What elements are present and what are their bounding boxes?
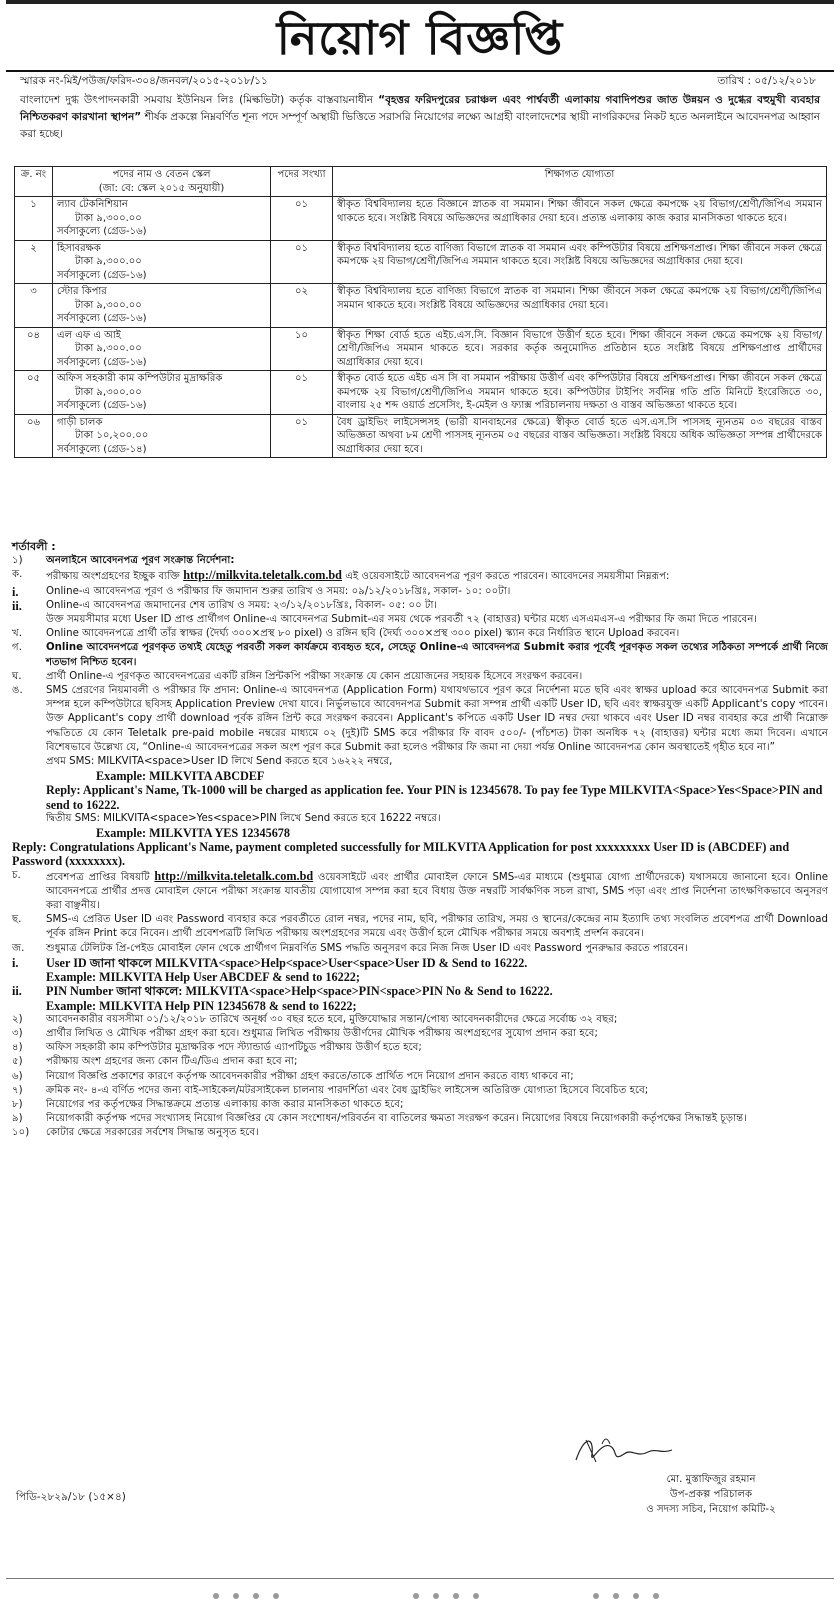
- row-count: ০১: [271, 197, 333, 241]
- row-count: ০১: [271, 414, 333, 458]
- intro-paragraph: [20, 92, 820, 143]
- table-row: [15, 327, 827, 371]
- memo-number: স্মারক নং-মিই/পউজ/ফরিদ-৩০৪/জনবল/২০১৫-২০১৮/১১: [20, 75, 268, 87]
- row-post: স্টোর কিপার টাকা ৯,৩০০.০০ সর্বসাকুল্যে (গ্রেড-১৬): [53, 284, 271, 328]
- row-qualification: স্বীকৃত বিশ্ববিদ্যালয় হতে বাণিজ্য বিভাগে স্নাতক বা সমমান। শিক্ষা জীবনে সকল ক্ষেত্রে কমপক্ষে ২য় বিভাগ/শ্রেণী/জিপিএ সমমান থাকতে হবে। সংশ্লিষ্ট বিষয়ে অভিজ্ঞদের অগ্রাধিকার দেয়া হবে।: [333, 284, 827, 328]
- project-name: “বৃহত্তর ফরিদপুরের চরাঞ্চল এবং পার্শ্ববর্তী এলাকায় গবাদিপশুর জাত উন্নয়ন ও দুগ্ধের বহুমুখী ব্যবহার নিশ্চিতকরণ কারখানা স্থাপন”: [20, 94, 820, 123]
- row-serial: ৩: [15, 284, 53, 328]
- condition-8: ৮) নিয়োগের পর কর্তৃপক্ষের সিদ্ধান্তক্রমে প্রত্যন্ত এলাকায় কাজ করার মানসিকতা থাকতে হবে;: [12, 1098, 404, 1110]
- table-row: [15, 240, 827, 284]
- row-serial: ০৪: [15, 327, 53, 371]
- recover-pin: ii. PIN Number জানা থাকলে: MILKVITA<space>Help<space>PIN<space>PIN No & Send to 16222.: [12, 984, 553, 999]
- row-serial: ১: [15, 197, 53, 241]
- condition-gha: ঘ. প্রার্থী Online-এ পূরণকৃত আবেদনপত্রের একটি রঙ্গিন প্রিন্টকপি পরীক্ষা সংক্রান্ত যে কোন প্রয়োজনের সহায়ক হিসেবে সংরক্ষণ করবেন।: [12, 670, 583, 682]
- notice-date: তারিখ : ০৫/১২/২০১৮: [717, 75, 816, 87]
- table-header-row: [15, 167, 827, 197]
- col-header-post: পদের নাম ও বেতন স্কেল (জা: বে: স্কেল ২০১৫ অনুযায়ী): [53, 167, 271, 197]
- conditions-section: [12, 540, 828, 1141]
- condition-uma: ঙ. SMS প্রেরণের নিয়মাবলী ও পরীক্ষার ফি প্রদান: Online-এ আবেদনপত্র (Application Form) যথাযথভাবে পূরণ করে নির্দেশনা মতে ছবি এবং স্বাক্ষর upload করে আবেদনপত্র Submit করা সম্পন্ন হলে কম্পিউটারে ছবিসহ Application Preview দেখা যাবে। নির্ভুলভাবে আবেদনপত্র Submit করা সম্পন্ন প্রার্থী একটি User ID, ছবি এবং স্বাক্ষরযুক্ত একটি Applicant's copy পাবেন। উক্ত Applicant's copy প্রার্থী download পূর্বক রঙ্গিন প্রিন্ট করে সংরক্ষণ করবেন। Applicant's কপিতে একটি User ID নম্বর দেয়া থাকবে এবং User ID নম্বর ব্যবহার করে প্রার্থী নিম্নোক্ত পদ্ধতিতে যে কোন Teletalk pre-paid mobile নম্বরের মাধ্যমে ০২ (দুই)টি SMS করে পরীক্ষার ফি বাবদ ৫০০/- (পাঁচশত) টাকা অনধিক ৭২ (বাহাত্তর) ঘন্টার মধ্যে জমা দিবেন। এখানে বিশেষভাবে উল্লেখ্য যে, “Online-এ আবেদনপত্রের সকল অংশ পূরণ করে Submit করা হলেও পরীক্ষার ফি জমা না দেয়া পর্যন্ত Online আবেদনপত্র কোন অবস্থাতেই গৃহীত হবে না।”: [12, 685, 828, 753]
- admit-card-website-link[interactable]: http://milkvita.teletalk.com.bd: [154, 868, 314, 883]
- condition-ka: ক. পরীক্ষায় অংশগ্রহণের ইচ্ছুক ব্যক্তি http://milkvita.teletalk.com.bd এই ওয়েবসাইটে আবেদনপত্র পূরণ করতে পারবেন। আবেদনের সময়সীমা নিম্নরূপ:: [12, 568, 670, 583]
- intro-text-1: বাংলাদেশ দুগ্ধ উৎপাদনকারী সমবায় ইউনিয়ন লিঃ (মিল্কভিটা) কর্তৃক বাস্তবায়নাধীন: [20, 94, 379, 106]
- condition-kha: খ. Online আবেদনপত্রে প্রার্থী তাঁর স্বাক্ষর (দৈর্ঘ্য ৩০০×প্রস্থ ৮০ pixel) ও রঙ্গিন ছবি (দৈর্ঘ্য ৩০০×প্রস্থ ৩০০ pixel) স্ক্যান করে নির্ধারিত স্থানে Upload করবেন।: [12, 628, 680, 640]
- pd-code: পিডি-২৮২৯/১৮ (১৫×৪): [16, 1491, 126, 1503]
- condition-1-heading: অনলাইনে আবেদনপত্র পূরণ সংক্রান্ত নির্দেশনা:: [46, 555, 235, 567]
- row-serial: ০৬: [15, 414, 53, 458]
- row-count: ১০: [271, 327, 333, 371]
- row-serial: ২: [15, 240, 53, 284]
- notice-page: [6, 0, 834, 1600]
- sms-first-example: Example: MILKVITA ABCDEF: [96, 769, 265, 784]
- condition-ga: গ. Online আবেদনপত্রে পূরণকৃত তথ্যই যেহেতু পরবর্তী সকল কার্যক্রমে ব্যবহৃত হবে, সেহেতু Online-এ আবেদনপত্র Submit করার পূর্বেই পূরণকৃত সকল তথ্যের সঠিকতা সম্পর্কে প্রার্থী নিজে শতভাগ নিশ্চিত হবেন।: [12, 642, 828, 668]
- condition-2: ২) আবেদনকারীর বয়সসীমা ০১/১২/২০১৮ তারিখে অনূর্ধ্ব ৩০ বছর হতে হবে, মুক্তিযোদ্ধার সন্তান/পোষ্য আবেদনকারীদের ক্ষেত্রে সর্বোচ্চ ৩২ বছর;: [12, 1013, 618, 1025]
- row-post: অফিস সহকারী কাম কম্পিউটার মুদ্রাক্ষরিক টাকা ৯,৩০০.০০ সর্বসাকুল্যে (গ্রেড-১৬): [53, 371, 271, 415]
- condition-4: ৪) অফিস সহকারী কাম কম্পিউটার মুদ্রাক্ষরিক পদে স্ট্যান্ডার্ড এ্যাপটিচুড পরীক্ষায় উত্তীর্ণ হতে হবে;: [12, 1042, 422, 1054]
- sms-second-example: Example: MILKVITA YES 12345678: [96, 826, 290, 841]
- col-header-qualification: শিক্ষাগত যোগ্যতা: [333, 167, 827, 197]
- deadline-end: ii. Online-এ আবেদনপত্র জমাদানের শেষ তারিখ ও সময়: ২৩/১২/২০১৮খ্রিঃ, বিকাল- ০৫: ০০ টা।: [12, 598, 438, 613]
- col-header-scale: (জা: বে: স্কেল ২০১৫ অনুযায়ী): [98, 182, 225, 194]
- condition-5: ৫) পরীক্ষায় অংশ গ্রহণের জন্য কোন টিএ/ডিএ প্রদান করা হবে না;: [12, 1056, 298, 1068]
- signatory-designation: উপ-প্রকল্প পরিচালক: [669, 1489, 753, 1500]
- col-header-count: পদের সংখ্যা: [271, 167, 333, 197]
- row-post: ল্যাব টেকনিশিয়ান টাকা ৯,৩০০.০০ সর্বসাকুল্যে (গ্রেড-১৬): [53, 197, 271, 241]
- recover-user-id: i. User ID জানা থাকলে MILKVITA<space>Help<space>User<space>User ID & Send to 16222.: [12, 955, 528, 970]
- row-qualification: স্বীকৃত শিক্ষা বোর্ড হতে এইচ.এস.সি. বিজ্ঞান বিভাগে উত্তীর্ণ হতে হবে। শিক্ষা জীবনে সকল ক্ষেত্রে কমপক্ষে ২য় বিভাগ/শ্রেণী/জিপিএ সমমান থাকতে হবে। সরকার কর্তৃক অনুমোদিত প্রতিষ্ঠান হতে সংশ্লিষ্ট বিষয়ে প্রশিক্ষণপ্রাপ্ত প্রার্থীদের অগ্রাধিকার দেয়া হবে।: [333, 327, 827, 371]
- conditions-heading: শর্তাবলী :: [12, 540, 56, 553]
- row-count: ০১: [271, 240, 333, 284]
- condition-10: ১০) কোটার ক্ষেত্রে সরকারের সর্বশেষ সিদ্ধান্ত অনুসৃত হবে।: [12, 1127, 259, 1139]
- sms-second-reply: Reply: Congratulations Applicant's Name, payment completed successfully for MILKVITA Application for post xxxxxxxxx User ID is (ABCDEF) and Password (xxxxxxxx).: [12, 840, 790, 869]
- recover-pin-example: Example: MILKVITA Help PIN 12345678 & send to 16222;: [46, 998, 357, 1013]
- deadline-note: উক্ত সময়সীমার মধ্যে User ID প্রাপ্ত প্রার্থীগণ Online-এ আবেদনপত্র Submit-এর সময় থেকে পরবর্তী ৭২ (বাহাত্তর) ঘন্টার মধ্যে এসএমএস-এ পরীক্ষার ফি জমা দিতে পারবেন।: [46, 614, 758, 626]
- row-count: ০১: [271, 371, 333, 415]
- row-post: এল এফ এ আই টাকা ৯,৩০০.০০ সর্বসাকুল্যে (গ্রেড-১৬): [53, 327, 271, 371]
- table-row: [15, 197, 827, 241]
- signature-block: [606, 1472, 816, 1517]
- top-border: [6, 0, 834, 4]
- row-qualification: স্বীকৃত বিশ্ববিদ্যালয় হতে বাণিজ্য বিভাগে স্নাতক বা সমমান এবং কম্পিউটার বিষয়ে প্রশিক্ষণপ্রাপ্ত। শিক্ষা জীবনে সকল ক্ষেত্রে কমপক্ষে ২য় বিভাগ/শ্রেণী/জিপিএ সমমান থাকতে হবে। সংশ্লিষ্ট বিষয়ে অভিজ্ঞদের অগ্রাধিকার দেয়া হবে।: [333, 240, 827, 284]
- bottom-divider: [6, 1578, 834, 1579]
- sms-second: দ্বিতীয় SMS: MILKVITA<space>Yes<space>PIN লিখে Send করতে হবে 16222 নম্বরে।: [46, 812, 441, 824]
- recover-user-id-example: Example: MILKVITA Help User ABCDEF & send to 16222;: [46, 970, 360, 985]
- signatory-committee: ও সদস্য সচিব, নিয়োগ কমিটি-২: [646, 1504, 776, 1515]
- condition-ca: চ. প্রবেশপত্র প্রাপ্তির বিষয়টি http://milkvita.teletalk.com.bd ওয়েবসাইটে এবং প্রার্থীর মোবাইল ফোনে SMS-এর মাধ্যমে (শুধুমাত্র যোগ্য প্রার্থীদেরকে) যথাসময়ে জানানো হবে। Online আবেদনপত্রে প্রার্থীর প্রদত্ত মোবাইল ফোনে পরীক্ষা সংক্রান্ত যাবতীয় যোগাযোগ সম্পন্ন করা হবে বিধায় উক্ত নম্বরটি সার্বক্ষণিক সচল রাখা, SMS পড়া এবং প্রাপ্ত নির্দেশনা তাৎক্ষণিকভাবে অনুসরণ করা বাঞ্ছনীয়।: [12, 868, 828, 912]
- condition-cha: ছ. SMS-এ প্রেরিত User ID এবং Password ব্যবহার করে পরবর্তীতে রোল নম্বর, পদের নাম, ছবি, পরীক্ষার তারিখ, সময় ও স্থানের/কেন্দ্রের নাম ইত্যাদি তথ্য সংবলিত প্রবেশপত্র প্রার্থী Download পূর্বক রঙ্গিন Print করে নিবেন। প্রার্থী প্রবেশপত্রটি লিখিত পরীক্ষায় অংশগ্রহণের সময়ে এবং উত্তীর্ণ হলে মৌখিক পরীক্ষার সময়ে অবশ্যই প্রদর্শন করবেন।: [12, 914, 828, 940]
- row-qualification: বৈধ ড্রাইভিং লাইসেন্সসহ (ভারী যানবাহনের ক্ষেত্রে) স্বীকৃত বোর্ড হতে এস.এস.সি পাসসহ ন্যূনতম ০৩ বছরের বাস্তব অভিজ্ঞতা অথবা ৮ম শ্রেণী পাসসহ ন্যূনতম ০৫ বছরের বাস্তব অভিজ্ঞতা। সংশ্লিষ্ট বিষয়ে অধিক অভিজ্ঞতা সম্পন্ন প্রার্থীদেরকে অগ্রাধিকার দেয়া হবে।: [333, 414, 827, 458]
- vacancy-table: [14, 166, 827, 458]
- signature-image: [566, 1432, 766, 1468]
- condition-3: ৩) প্রার্থীর লিখিত ও মৌখিক পরীক্ষা গ্রহণ করা হবে। শুধুমাত্র লিখিত পরীক্ষায় উত্তীর্ণদের মৌখিক পরীক্ষায় অংশগ্রহণের সুযোগ প্রদান করা হবে;: [12, 1027, 598, 1039]
- title-divider: [6, 70, 834, 72]
- condition-7: ৭) ক্রমিক নং- ৪-এ বর্ণিত পদের জন্য বাই-সাইকেল/মটরসাইকেল চালনায় পারদর্শিতা এবং বৈধ ড্রাইভিং লাইসেন্স অতিরিক্ত যোগ্যতা হিসেবে বিবেচিত হবে;: [12, 1084, 649, 1096]
- condition-6: ৬) নিয়োগ বিজ্ঞপ্তি প্রকাশের কারণে কর্তৃপক্ষ আবেদনকারীর পরীক্ষা গ্রহণ করতে/তাকে প্রার্থিত পদে নিয়োগ প্রদান করতে বাধ্য থাকবে না;: [12, 1070, 574, 1082]
- page-title: নিয়োগ বিজ্ঞপ্তি: [276, 11, 564, 65]
- table-row: [15, 371, 827, 415]
- bottom-dots-decoration: [156, 1588, 756, 1600]
- table-row: [15, 414, 827, 458]
- row-count: ০২: [271, 284, 333, 328]
- condition-1: ১) অনলাইনে আবেদনপত্র পূরণ সংক্রান্ত নির্দেশনা:: [12, 554, 828, 568]
- row-post: হিসাবরক্ষক টাকা ৯,৩০০.০০ সর্বসাকুল্যে (গ্রেড-১৬): [53, 240, 271, 284]
- application-website-link[interactable]: http://milkvita.teletalk.com.bd: [183, 568, 342, 583]
- sms-first: প্রথম SMS: MILKVITA<space>User ID লিখে Send করতে হবে ১৬২২২ নম্বরে,: [46, 756, 393, 768]
- condition-ja: জ. শুধুমাত্র টেলিটক প্রি-পেইড মোবাইল ফোন থেকে প্রার্থীগণ নিম্নবর্ণিত SMS পদ্ধতি অনুসরণ করে নিজ নিজ User ID এবং Password পুনরুদ্ধার করতে পারবেন।: [12, 942, 688, 954]
- table-row: [15, 284, 827, 328]
- col-header-serial: ক্র. নং: [15, 167, 53, 197]
- row-serial: ০৫: [15, 371, 53, 415]
- sms-first-reply: Reply: Applicant's Name, Tk-1000 will be charged as application fee. Your PIN is 12345678. To pay fee Type MILKVITA<Space>Yes<Space>PIN and send to 16222.: [46, 783, 823, 812]
- condition-9: ৯) নিয়োগকারী কর্তৃপক্ষ পদের সংখ্যাসহ নিয়োগ বিজ্ঞপ্তির যে কোন সংশোধন/পরিবর্তন বা বাতিলের ক্ষমতা সংরক্ষণ করেন। নিয়োগের বিষয়ে নিয়োগকারী কর্তৃপক্ষের সিদ্ধান্তই চূড়ান্ত।: [12, 1113, 747, 1125]
- row-post: গাড়ী চালক টাকা ১০,২০০.০০ সর্বসাকুল্যে (গ্রেড-১৪): [53, 414, 271, 458]
- row-qualification: স্বীকৃত বিশ্ববিদ্যালয় হতে বিজ্ঞানে স্নাতক বা সমমান। শিক্ষা জীবনে সকল ক্ষেত্রে কমপক্ষে ২য় বিভাগ/শ্রেণী/জিপিএ সমমান থাকতে হবে। সংশ্লিষ্ট বিষয়ে অভিজ্ঞদের অগ্রাধিকার দেয়া হবে। প্রত্যন্ত এলাকায় কাজ করার মানসিকতা থাকতে হবে।: [333, 197, 827, 241]
- deadline-start: i. Online-এ আবেদনপত্র পূরণ ও পরীক্ষার ফি জমাদান শুরুর তারিখ ও সময়: ০৯/১২/২০১৮খ্রিঃ, সকাল- ১০: ০০টা।: [12, 584, 511, 599]
- intro-text-2: শীর্ষক প্রকল্পে নিম্নবর্ণিত শূন্য পদে সম্পূর্ণ অস্থায়ী ভিত্তিতে সরাসরি নিয়োগের লক্ষ্যে আগ্রহী বাংলাদেশের স্থায়ী নাগরিকদের নিকট হতে অনলাইনে আবেদনপত্র আহ্বান করা হচ্ছে।: [20, 111, 820, 140]
- signatory-name: মো. মুস্তাফিজুর রহমান: [666, 1474, 756, 1485]
- row-qualification: স্বীকৃত বোর্ড হতে এইচ এস সি বা সমমান পরীক্ষায় উত্তীর্ণ এবং কম্পিউটার বিষয়ে প্রশিক্ষণপ্রাপ্ত। শিক্ষা জীবনে সকল ক্ষেত্রে কমপক্ষে ২য় বিভাগ/শ্রেণী/জিপিএ সমমান থাকতে হবে। কম্পিউটার টাইপিং সর্বনিম্ন গতি প্রতি মিনিটে ইংরেজিতে ৩০, বাংলায় ২৫ শব্দ ওয়ার্ড প্রসেসিং, ই-মেইল ও ফ্যাক্স পরিচালনায় দক্ষতা ও বাস্তব অভিজ্ঞতা থাকতে হবে।: [333, 371, 827, 415]
